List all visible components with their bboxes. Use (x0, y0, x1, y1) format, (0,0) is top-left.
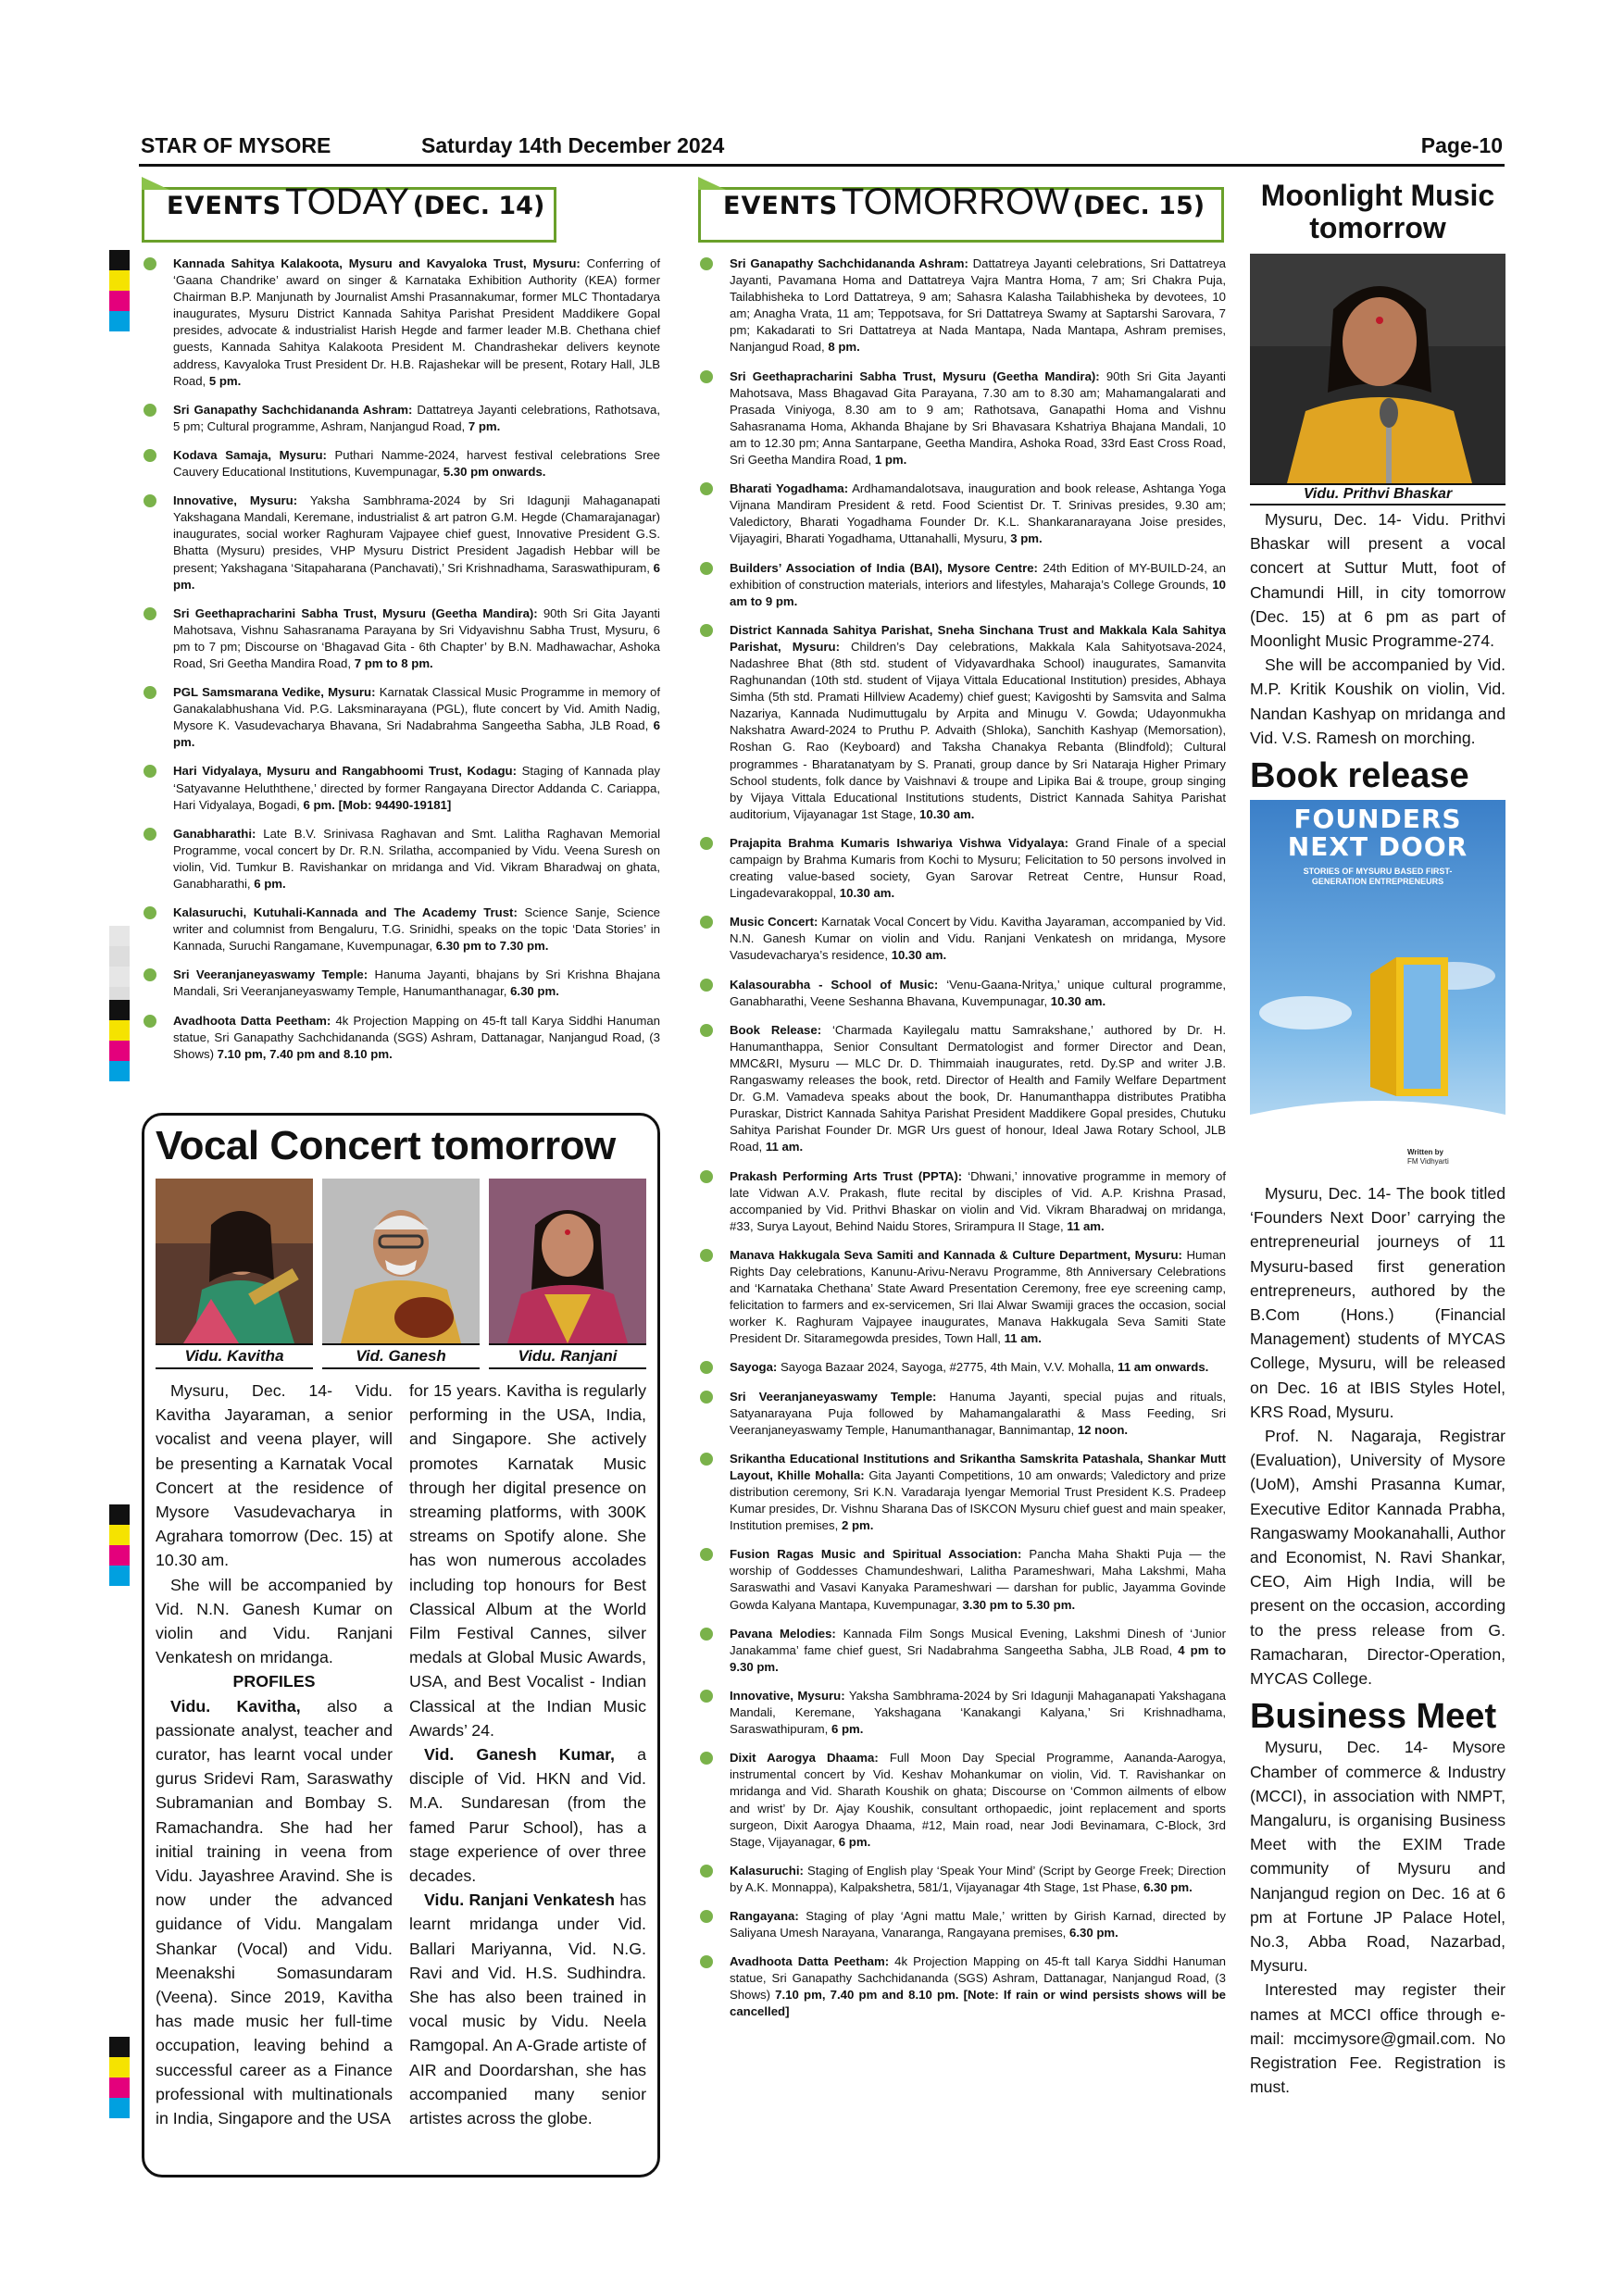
kavitha-lead: Vidu. Kavitha, (170, 1696, 301, 1716)
ranjani-lead: Vidu. Ranjani Venkatesh (424, 1890, 615, 1910)
bullet-dot-icon (700, 1391, 713, 1404)
event-organizer: Manava Hakkugala Seva Samiti and Kannada & Culture Department, Mysuru: (730, 1247, 1182, 1262)
events-day: TOMORROW (841, 181, 1069, 222)
profiles-heading: PROFILES (232, 1672, 316, 1691)
bullet-dot-icon (700, 370, 713, 383)
event-organizer: Rangayana: (730, 1908, 799, 1923)
event-item (698, 368, 1226, 469)
event-details: Full Moon Day Special Programme, Aananda-Aarogya, instrumental concert by Vid. Keshav Mohankumar on violin, Vid. T. Ravishankar on mridanga and Vid. Sharath Koushik on ghata; Discourse on ‘Common ailments of elbow and wrist’ by Dr. Ajay Koushik, consultant orthopaedic, joint replacement and sports surgeon, Dixit Aarogya Dhaama, #12, Main road, near Jodi Bevinamara, C-Block, 3rd Stage, Vijayanagar, (730, 1751, 1226, 1849)
bullet-dot-icon (700, 1361, 713, 1374)
event-organizer: Pavana Melodies: (730, 1626, 836, 1641)
bullet-dot-icon (700, 1628, 713, 1641)
event-organizer: PGL Samsmarana Vedike, Mysuru: (173, 685, 376, 700)
event-time: 12 noon. (1074, 1422, 1129, 1437)
book-cover-art (1250, 902, 1505, 1174)
header-corner-flag (698, 177, 726, 190)
moonlight-para: She will be accompanied by Vid. M.P. Kritik Koushik on violin, Vid. Nandan Kashyap on mridanga and Vid. V.S. Ramesh on morching. (1250, 655, 1505, 747)
masthead (139, 130, 1505, 167)
event-organizer: Sri Geethapracharini Sabha Trust, Mysuru (Geetha Mandira): (173, 605, 538, 620)
right-column (1250, 180, 1505, 2099)
event-time: 6.30 pm. (1140, 1879, 1193, 1894)
issue-date: Saturday 14th December 2024 (421, 133, 725, 157)
event-organizer: Innovative, Mysuru: (173, 493, 298, 508)
bullet-dot-icon (700, 1752, 713, 1765)
event-time: 6.30 pm to 7.30 pm. (432, 939, 549, 954)
event-details: Children’s Day celebrations, Makkala Kala Sahityotsava-2024, Nadashree Bhat (8th std. student of Vidyavardhaka School) inaugurates, Samanvita Raghunandan (10th std. student of Vijaya Vittala Educational Institution) presides, Abhaya Simha (5th std. Pramati Hillview Academy) chief guest; Kavigoshti by Samsvita and Salma Nazariya, Kannada Nudimuttugalu by Arpita and Minugu V. Gowda; Udayonmukha Nakshatra Award-2024 to Pruthu P. Advaith (Shloka), Sanchith Kashyap (Memorsation), Roshan G. Rao (Keyboard) and Taksha Chanakya Rebanta (Blindfold); Cultural programmes - Bharatanatyam by S. Pranati, group dance by Sri Nataraja Higher Primary School students, folk dance by Vaishnavi & troupe and Lipika Bai & troupe, group singing by Vijaya Vittala Educational Institutions students, District Kannada Sahitya Parishat auditorium, Vijayanagar 1st Stage, (730, 639, 1226, 821)
event-time: 7 pm. (465, 418, 501, 433)
event-details: Yaksha Sambhrama-2024 by Sri Idagunji Mahaganapati Yakshagana Mandali, Keremane, Yakshagana ‘Kanakangi Kalyana,’ Sri Krishnadhama, Saraswathipuram, (730, 1688, 1226, 1737)
event-organizer: Kalasuruchi: (730, 1863, 804, 1878)
page-number: Page-10 (1420, 133, 1503, 157)
bullet-dot-icon (144, 1015, 156, 1028)
event-details: Conferring of ‘Gaana Chandrike’ award on singer & Karnataka Exhibition Authority (KEA) former Chairman B.P. Manjunath by Journalist Amshi Prasannakumar, former MLC Thontadarya inaugurates, Mysuru District Kannada Sahitya Parishat President Maddikere Gopal presides, advocate & industrialist Harish Hegde and farmer leader M.B. Chethana chief guests, Kannada Sahitya Kalakoota President M. Chandrashekar delivers keynote address, Kavyaloka Trust President Dr. H.B. Rajashekar will be present, Rotary Hall, JLB Road, (173, 256, 660, 388)
event-organizer: Music Concert: (730, 915, 818, 930)
events-date: (DEC. 14) (412, 192, 545, 220)
event-item (142, 493, 660, 593)
bullet-dot-icon (144, 257, 156, 270)
book-para: Prof. N. Nagaraja, Registrar (Evaluation), University of Mysore (UoM), Amshi Prasanna Kumar, Executive Editor Kannada Prabha, Rangaswamy Mookanahalli, Author and Economist, N. Ravi Shankar, CEO, Aim High India, will be present on the occasion, according to the press release from G. Ramacharan, Director-Operation, MYCAS College. (1250, 1427, 1505, 1689)
event-organizer: Kodava Samaja, Mysuru: (173, 447, 327, 462)
event-details: 4k Projection Mapping on 45-ft tall Karya Siddhi Hanuman statue, Sri Ganapathy Sachchidananda (SGS) Ashram, Dattanagar, Nanjangud Road, (3 Shows) (173, 1013, 660, 1061)
event-organizer: Sri Ganapathy Sachchidananda Ashram: (730, 256, 968, 270)
event-time: 7.10 pm, 7.40 pm and 8.10 pm. [Note: If rain or wind persists shows will be cancelled] (730, 1988, 1226, 2019)
book-release-title: Book release (1250, 756, 1469, 796)
event-organizer: Sri Ganapathy Sachchidananda Ashram: (173, 402, 413, 417)
events-today-header (142, 181, 556, 243)
kavitha-profile-cont: for 15 years. Kavitha is regularly performing in the USA, India, and Singapore. She actively promotes Karnatak Music through her digital presence on streaming platforms, with 300K streams on Spotify alone. She has won numerous accolades including top honours for Best Classical Album at the World Film Festival Cannes, silver medals at Global Music Awards, USA, and Best Vocalist - Indian Classical at the Indian Music Awards’ 24. (409, 1381, 646, 1740)
event-time: 11 am. (762, 1140, 804, 1154)
bullet-dot-icon (700, 916, 713, 929)
event-organizer: Prakash Performing Arts Trust (PPTA): (730, 1168, 963, 1183)
bullet-dot-icon (144, 906, 156, 919)
event-time: 11 am. (1000, 1331, 1042, 1346)
bullet-dot-icon (700, 1024, 713, 1037)
event-time: 8 pm. (824, 340, 860, 355)
event-details: Ardhamandalotsava, inauguration and book release, Ashtanga Yoga Vijnana Mandiram President & retd. Food Scientist Dr. T. Srinivas presides, 9.30 am; Valedictory, Bharati Yogadhama Founder Dr. K.L. Shankaranarayana Joise presides, Vijayagiri, Bharati Yogadhama, Uttanahalli, Mysuru, (730, 481, 1226, 546)
events-label: EVENTS (723, 192, 839, 220)
event-item (142, 967, 660, 1000)
event-organizer: Book Release: (730, 1022, 822, 1037)
event-organizer: Innovative, Mysuru: (730, 1688, 845, 1703)
bullet-dot-icon (700, 1910, 713, 1923)
event-details: Staging of play ‘Agni mattu Male,’ written by Girish Karnad, directed by Saliyana Umesh Narayana, Vanaranga, Rangayana premises, (730, 1908, 1226, 1940)
bullet-dot-icon (700, 257, 713, 270)
book-cover-written: Written by (1407, 1148, 1443, 1157)
event-item (698, 256, 1226, 356)
event-organizer: Sri Geethapracharini Sabha Trust, Mysuru (Geetha Mandira): (730, 368, 1100, 383)
business-para: Mysuru, Dec. 14- Mysore Chamber of commerce & Industry (MCCI), in association with NMPT, Mangaluru, is organising Business Meet with the EXIM Trade community of Mysuru and Nanjangud region on Dec. 16 at 6 pm at Fortune JP Palace Hotel, No.3, Abba Road, Nazarbad, Mysuru. (1250, 1738, 1505, 1976)
bullet-dot-icon (700, 1548, 713, 1561)
event-time: 6.30 pm. (506, 984, 559, 999)
event-item (698, 1863, 1226, 1896)
event-time: 6 pm. [Mob: 94490-19181] (299, 797, 452, 812)
event-organizer: Avadhoota Datta Peetham: (173, 1013, 331, 1028)
caption-ranjani: Vidu. Ranjani (489, 1343, 646, 1369)
event-details: Puthari Namme-2024, harvest festival celebrations Sree Cauvery Educational Institutions, Kuvempunagar, (173, 447, 660, 480)
event-details: Hanuma Jayanti, special pujas and rituals, Satyanarayana Puja followed by Mahamangalarathi & Mass Feeding, Sri Veeranjaneyaswamy Temple, Hanumanthanagar, Bannimantap, (730, 1389, 1226, 1437)
registration-marks-3 (109, 1000, 130, 1081)
event-details: Pancha Maha Shakti Puja — the worship of Goddesses Chamundeshwari, Lalitha Parameshwari, Maha Lakshmi, Maha Saraswathi and Vasavi Kanyaka Parameshwari — darshan for public, Jayamma Govinde Gowda Kalyana Mantapa, Kuvempunagar, (730, 1547, 1226, 1612)
event-item (142, 684, 660, 751)
event-time: 6 pm. (173, 560, 660, 592)
event-organizer: Kalasourabha - School of Music: (730, 977, 939, 992)
event-item (142, 1013, 660, 1063)
event-item (142, 905, 660, 955)
photo-kavitha (156, 1179, 313, 1343)
bullet-dot-icon (144, 968, 156, 981)
event-details: Grand Finale of a special campaign by Brahma Kumaris from Kochi to Mysuru; Felicitation to 50 persons involved in creating value-based society, Gyan Sarovar Retreat Centre, Hunsur Road, Lingadevarakoppal, (730, 835, 1226, 901)
event-item (698, 480, 1226, 547)
bullet-dot-icon (144, 765, 156, 778)
event-item (142, 447, 660, 480)
event-time: 6 pm. (835, 1834, 871, 1849)
bullet-dot-icon (144, 449, 156, 462)
event-organizer: Prajapita Brahma Kumaris Ishwariya Vishwa Vidyalaya: (730, 835, 1068, 850)
event-time: 4 pm to 9.30 pm. (730, 1642, 1226, 1674)
event-organizer: Sayoga: (730, 1360, 778, 1375)
registration-marks-4 (109, 1504, 130, 1586)
event-time: 5 pm. (206, 373, 242, 388)
event-item (142, 605, 660, 672)
event-details: 90th Sri Gita Jayanti Mahotsava, Mass Bhagavad Gita Parayana, 7.30 am to 8.30 am; Mahamangalarati and Prasada Viniyoga, 8.30 am to 9 am; Rathotsava, Ganapathi Homa and Vishnu Sahasranama Homa, Akhanda Bhajane by Sri Bhavasara Kshatriya Bhajana Mandali, 10 am to 12.30 pm; Anna Santarpane, Geetha Mandira, Ashoka Road, 33rd East Cross Road, Sri Geetha Mandira Road, (730, 368, 1226, 468)
bullet-dot-icon (700, 624, 713, 637)
registration-marks-2 (109, 926, 130, 1007)
paper-name: STAR OF MYSORE (141, 133, 331, 157)
caption-prithvi: Vidu. Prithvi Bhaskar (1250, 483, 1505, 505)
event-organizer: Srikantha Educational Institutions and Srikantha Samskrita Patashala, Shankar Mutt Layout, Khille Mohalla: (730, 1451, 1226, 1482)
bullet-dot-icon (144, 686, 156, 699)
business-para: Interested may register their names at MCCI office through e-mail: mccimysore@gmail.com. No Registration Fee. Registration is must. (1250, 1980, 1505, 2097)
event-details: 24th Edition of MY-BUILD-24, an exhibition of construction materials, interiors and lifestyles, Maharaja’s College Grounds, (730, 560, 1226, 592)
event-organizer: Ganabharathi: (173, 826, 256, 841)
vocal-para: She will be accompanied by Vid. N.N. Ganesh Kumar on violin and Vidu. Ranjani Venkatesh on mridanga. (156, 1575, 393, 1667)
vocal-col-2 (409, 1379, 646, 2130)
event-item (698, 1626, 1226, 1676)
photo-ganesh (322, 1179, 480, 1343)
event-time: 7.10 pm, 7.40 pm and 8.10 pm. (213, 1046, 393, 1061)
event-time: 6 pm. (250, 877, 286, 891)
event-time: 6 pm. (828, 1722, 864, 1737)
bullet-dot-icon (700, 562, 713, 575)
bullet-dot-icon (700, 1690, 713, 1703)
events-today-column (142, 181, 661, 1075)
bullet-dot-icon (144, 494, 156, 507)
caption-kavitha: Vidu. Kavitha (156, 1343, 313, 1369)
bullet-dot-icon (700, 1453, 713, 1466)
events-tomorrow-column (698, 181, 1227, 2033)
photo-prithvi (1250, 254, 1505, 483)
moonlight-para: Mysuru, Dec. 14- Vidu. Prithvi Bhaskar will present a vocal concert at Suttur Mutt, foot of Chamundi Hill, in city tomorrow (Dec. 15) at 6 pm as part of Moonlight Music Programme-274. (1250, 510, 1505, 651)
event-time: 10.30 am. (888, 948, 947, 963)
event-time: 5.30 pm onwards. (440, 465, 546, 480)
event-item (142, 763, 660, 813)
event-organizer: Sri Veeranjaneyaswamy Temple: (730, 1389, 937, 1404)
event-item (698, 1750, 1226, 1851)
event-organizer: District Kannada Sahitya Parishat, Sneha Sinchana Trust and Makkala Kala Sahitya Parishat, Mysuru: (730, 622, 1226, 654)
event-item (698, 1451, 1226, 1534)
bullet-dot-icon (144, 404, 156, 417)
event-time: 10.30 am. (836, 886, 895, 901)
event-item (698, 1359, 1226, 1376)
bullet-dot-icon (700, 1955, 713, 1968)
business-meet-title: Business Meet (1250, 1697, 1497, 1737)
event-details: Yaksha Sambhrama-2024 by Sri Idagunji Mahaganapati Yakshagana Mandali, Keremane, industrialist & art patron G.M. Hegde (Chamarajanagar) inaugurates, social worker Raghuram Vajpayee chief guest, Innovative President G.S. Bhatta (Mysuru) presides, VHP Mysuru District President Jagadish Hebbar will be present; Yakshagana ‘Sitapaharana (Panchavati),’ Sri Krishnadhama, Saraswathipuram, (173, 493, 661, 575)
ganesh-profile: a disciple of Vid. HKN and Vid. M.A. Sundaresan (from the famed Parur School), has a stage experience of over three decades. (409, 1745, 646, 1886)
event-details: Dattatreya Jayanti celebrations, Sri Dattatreya Jayanti, Pavamana Homa and Dattatreya Vajra Mantra Homa, 7 am; Sri Chakra Puja, Tailabhisheka to Lord Dattatreya, 9 am; Sahasra Kalasha Tailabhisheka by devotees, 10 am; Anagha Vrata, 11 am; Teppotsava, for Sri Dattatreya Swamy at Saptarshi Sarovara, 7 pm; Kakadarati to Sri Dattatreya at Nada Mantapa, Nada Mantapa, Ashram premises, Nanjangud Road, (730, 256, 1227, 355)
vocal-concert-box (142, 1113, 660, 2177)
event-organizer: Dixit Aarogya Dhaama: (730, 1751, 879, 1766)
event-time: 10.30 am. (916, 806, 975, 821)
event-details: Dattatreya Jayanti celebrations, Rathotsava, 5 pm; Cultural programme, Ashram, Nanjangud Road, (173, 402, 660, 433)
book-cover-author: FM Vidhyarti (1407, 1157, 1449, 1167)
event-time: 10 am to 9 pm. (730, 577, 1226, 608)
book-cover (1250, 800, 1505, 1174)
events-today-list (142, 256, 660, 1063)
bullet-dot-icon (144, 607, 156, 620)
vocal-concert-text (156, 1379, 646, 2130)
event-details: 4k Projection Mapping on 45-ft tall Karya Siddhi Hanuman statue, Sri Ganapathy Sachchidananda (SGS) Ashram, Dattanagar, Nanjangud Road, (3 Shows) (730, 1954, 1226, 2003)
event-item (698, 1953, 1226, 2020)
event-time: 1 pm. (871, 453, 907, 468)
events-day: TODAY (284, 181, 410, 222)
event-organizer: Avadhoota Datta Peetham: (730, 1954, 890, 1969)
bullet-dot-icon (700, 482, 713, 495)
event-details: ‘Charmada Kayilegalu mattu Samrakshane,’ authored by Dr. H. Hanumanthappa, Senior Consultant Dermatologist and former Director and Dean, MMC&RI, Mysuru — MLC Dr. D. Thimmaiah inaugurates, retd. Dy.SP and writer J.B. Rangaswamy releases the book, retd. Director of Health and Family Welfare Department Dr. G.M. Vamadeva speaks about the book, Dr. Hanumanthappa distributes Pratibha Puraskar, District Kannada Sahitya Parishat President Maddikere Gopal presides, Chutuku Sahitya Parishat Founder Dr. MGR Urs guest of honour, Ideal Jawa Rotary School, JLB Road, (730, 1022, 1226, 1154)
event-details: Human Rights Day celebrations, Kanunu-Arivu-Neravu Programme, 8th Anniversary Celebrations and ‘Karnataka Chethana’ State Award Presentation Ceremony, free eye screening camp, felicitation to farmers and ex-servicemen, Sri Ilai Alwar Swamiji graces the occasion, social worker K. Raghuram Vajpayee inaugurates, Manava Hakkugala Seva Samiti State President Dr. Sitaramegowda presides, Town Hall, (730, 1247, 1226, 1346)
bullet-dot-icon (144, 828, 156, 841)
event-details: Staging of Kannada play ‘Satyavanne Heluththene,’ directed by former Rangayana Director Addanda C. Cariappa, Hari Vidyalaya, Bogadi, (173, 764, 661, 812)
event-time: 6.30 pm. (1066, 1926, 1118, 1940)
event-details: Hanuma Jayanti, bhajans by Sri Krishna Bhajana Mandali, Sri Veeranjaneyaswamy Temple, Hanumanthanagar, (173, 967, 660, 999)
event-organizer: Builders’ Association of India (BAI), Mysore Centre: (730, 560, 1038, 575)
events-label: EVENTS (167, 192, 282, 220)
event-item (698, 1247, 1226, 1348)
book-para: Mysuru, Dec. 14- The book titled ‘Founders Next Door’ carrying the entrepreneurial journeys of 11 Mysuru-based first generation entrepreneurs, authored by the B.Com (Hons.) (Financial Management) students of MYCAS College, Mysuru, will be released on Dec. 16 at IBIS Styles Hotel, KRS Road, Mysuru. (1250, 1184, 1505, 1421)
photo-ranjani (489, 1179, 646, 1343)
event-item (142, 826, 660, 892)
event-item (698, 835, 1226, 902)
event-organizer: Fusion Ragas Music and Spiritual Association: (730, 1547, 1022, 1562)
event-details: Karnatak Classical Music Programme in memory of Ganakalabhushana Vid. P.G. Laksminarayana (PGL), flute concert by Vid. Amith Nadig, Mysore K. Vasudevacharya Bhavana, Sri Nadabrahma Sangeetha Sabha, JLB Road, (173, 685, 660, 733)
event-details: ‘Venu-Gaana-Nritya,’ unique cultural programme, Ganabharathi, Veene Seshanna Bhavana, Kuvempunagar, (730, 977, 1226, 1008)
events-date: (DEC. 15) (1072, 192, 1206, 220)
event-details: Gita Jayanti Competitions, 10 am onwards; Valedictory and prize distribution ceremony, Sri K.N. Varadaraja Iyengar Memorial Trust President K.S. Pradeep Kumar presides, Dr. Vishnu Sharana Das of ISKCON Mysuru chief guest and main speaker, Institution premises, (730, 1467, 1226, 1533)
event-item (698, 977, 1226, 1010)
event-item (698, 1546, 1226, 1613)
event-item (698, 1022, 1226, 1156)
bullet-dot-icon (700, 1249, 713, 1262)
header-corner-flag (142, 177, 169, 190)
bullet-dot-icon (700, 1865, 713, 1878)
event-details: Late B.V. Srinivasa Raghavan and Smt. Lalitha Raghavan Memorial Programme, vocal concert by Dr. R.N. Srilatha, accompanied by Vidu. Veena Suresh on violin, Vid. Tumkur B. Ravishankar on mridanga and Vid. Vikram Bharadwaj on ghata, Ganabharathi, (173, 826, 660, 891)
event-details: Staging of English play ‘Speak Your Mind’ (Script by George Freek; Direction by A.K. Monnappa), Kalpakshetra, 581/1, Vijayanagar 4th Stage, 1st Phase, (730, 1863, 1226, 1894)
event-details: Science Sanje, Science writer and columnist from Bengaluru, T.G. Srinidhi, speaks on the topic ‘Data Stories’ in Kannada, Suruchi Rangamane, Kuvempunagar, (173, 905, 660, 954)
event-details: Kannada Film Songs Musical Evening, Lakshmi Dinesh of ‘Junior Janakamma’ fame chief guest, Sri Nadabrahma Sangeetha Sabha, JLB Road, (730, 1626, 1227, 1657)
event-time: 2 pm. (838, 1518, 874, 1533)
event-organizer: Bharati Yogadhama: (730, 481, 849, 496)
event-item (142, 402, 660, 435)
event-item (142, 256, 660, 390)
event-time: 11 am. (1063, 1218, 1105, 1233)
ranjani-profile: has learnt mridanga under Vid. Ballari Mariyanna, Vid. N.G. Ravi and Vid. H.S. Sudhindra. She has also been trained in vocal music by Vidu. Neela Ramgopal. An A-Grade artiste of AIR and Doordarshan, she has accompanied many senior artistes across the globe. (409, 1890, 646, 2128)
event-details: ‘Dhwani,’ innovative programme in memory of late Vidwan A.V. Prakash, flute recital by disciples of Vid. A.P. Krishna Prasad, accompanied by Vid. Prithvi Bhaskar on violin and Vid. Vikram Bharadwaj on mridanga, #33, Surya Layout, Behind Naidu Stores, Srirampura II Stage, (730, 1168, 1226, 1233)
event-details: Sayoga Bazaar 2024, Sayoga, #2775, 4th Main, V.V. Mohalla, (777, 1360, 1115, 1375)
event-item (698, 914, 1226, 964)
vocal-para: Mysuru, Dec. 14- Vidu. Kavitha Jayaraman, a senior vocalist and veena player, will be presenting a Karnatak Vocal Concert at the residence of Mysore Vasudevacharya in Agrahara tomorrow (Dec. 15) at 10.30 am. (156, 1381, 393, 1570)
event-item (698, 1168, 1226, 1235)
bullet-dot-icon (700, 979, 713, 992)
event-item (698, 1389, 1226, 1439)
book-cover-title: FOUNDERS NEXT DOOR (1287, 804, 1468, 863)
bullet-dot-icon (700, 1170, 713, 1183)
caption-ganesh: Vid. Ganesh (322, 1343, 480, 1369)
registration-marks-1 (109, 250, 130, 331)
events-tomorrow-list (698, 256, 1226, 2021)
vocal-concert-title: Vocal Concert tomorrow (156, 1123, 616, 1168)
event-organizer: Kannada Sahitya Kalakoota, Mysuru and Kavyaloka Trust, Mysuru: (173, 256, 581, 270)
event-time: 3.30 pm to 5.30 pm. (958, 1597, 1076, 1612)
event-organizer: Kalasuruchi, Kutuhali-Kannada and The Academy Trust: (173, 905, 518, 920)
event-time: 7 pm to 8 pm. (351, 655, 433, 670)
event-time: 11 am onwards. (1114, 1360, 1209, 1375)
event-item (698, 1908, 1226, 1941)
event-details: 90th Sri Gita Jayanti Mahotsava, Vishnu Sahasranama Parayana by Sri Vidyavishnu Sabha Trust, Mysuru, 6 pm to 7 pm; Discourse on ‘Bhagavad Gita - 6th Chapter’ by B.N. Madhawachar, Ashoka Road, Sri Geetha Mandira Road, (173, 605, 660, 670)
moonlight-title: Moonlight Music tomorrow (1260, 179, 1495, 244)
vocal-col-1 (156, 1379, 393, 2130)
event-item (698, 560, 1226, 610)
kavitha-profile: also a passionate analyst, teacher and curator, has learnt vocal under gurus Sridevi Ram, Saraswathy Subramanian and Bombay S. Ramachandra. She had her initial training in veena from Vidu. Jayashree Aravind. She is now under the advanced guidance of Vidu. Mangalam Shankar (Vocal) and Vidu. Meenakshi Somasundaram (Veena). Since 2019, Kavitha has made music her full-time occupation, leaving behind a successful career as a Finance professional with multinationals in India, Singapore and the USA (156, 1696, 393, 2128)
bullet-dot-icon (700, 837, 713, 850)
event-details: Karnatak Vocal Concert by Vidu. Kavitha Jayaraman, accompanied by Vid. N.N. Ganesh Kumar on violin and Vidu. Ranjani Venkatesh on mridanga, Mysore Vasudevacharya’s residence, (730, 915, 1226, 963)
event-time: 3 pm. (1006, 531, 1043, 546)
artist-photos (156, 1179, 646, 1369)
event-item (698, 622, 1226, 823)
events-tomorrow-header (698, 181, 1224, 243)
ganesh-lead: Vid. Ganesh Kumar, (424, 1745, 615, 1765)
event-organizer: Hari Vidyalaya, Mysuru and Rangabhoomi Trust, Kodagu: (173, 764, 517, 779)
event-time: 10.30 am. (1047, 993, 1106, 1008)
book-cover-subtitle: STORIES OF MYSURU BASED FIRST-GENERATION ENTREPRENEURS (1303, 867, 1453, 887)
registration-marks-5 (109, 2037, 130, 2118)
event-time: 6 pm. (173, 718, 660, 750)
event-organizer: Sri Veeranjaneyaswamy Temple: (173, 967, 369, 982)
event-item (698, 1688, 1226, 1738)
